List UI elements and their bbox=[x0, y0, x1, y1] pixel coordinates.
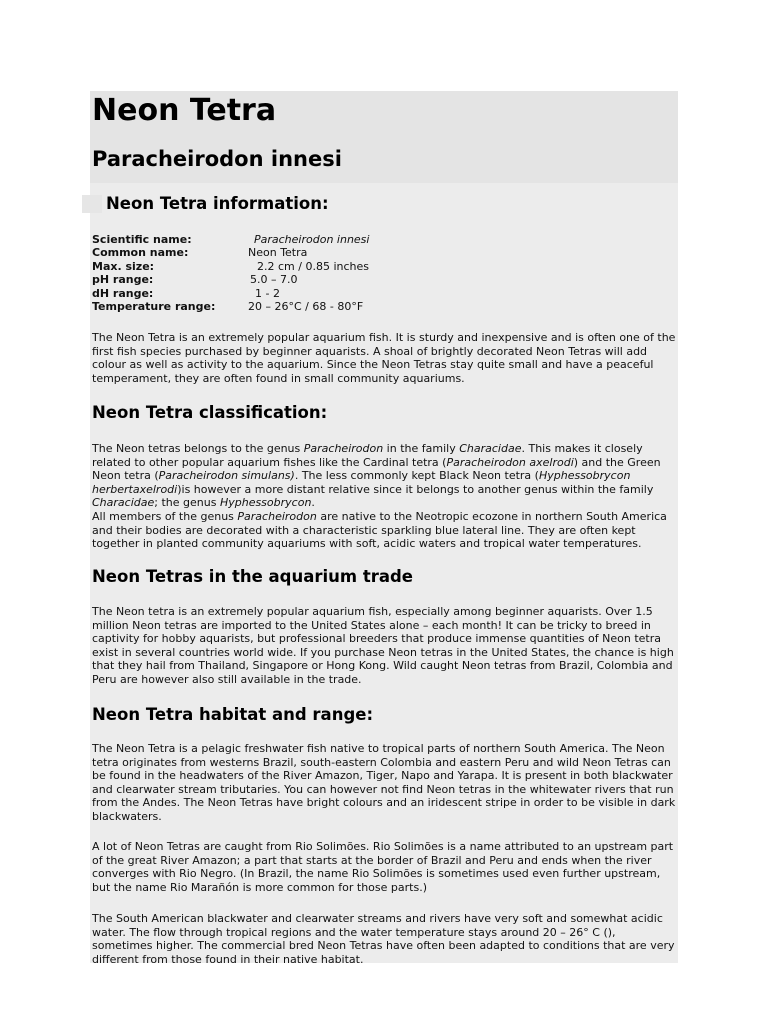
spec-row-scientific-name bbox=[92, 233, 492, 246]
spec-value: Neon Tetra bbox=[248, 246, 308, 260]
habitat-paragraph-3: The South American blackwater and clearwater streams and rivers have very soft and somewhat acidic water. The flow through tropical regions and the water temperature stays around 20 – 26° C (), sometimes higher. The commercial bred Neon Tetras have often been adapted to conditions that are very different from those found in their native habitat. bbox=[92, 912, 675, 966]
spec-row-common-name bbox=[92, 246, 492, 259]
habitat-paragraph-1: The Neon Tetra is a pelagic freshwater fish native to tropical parts of northern South America. The Neon tetra originates from westerns Brazil, south-eastern Colombia and eastern Peru and wild Neon Tetras can be found in the headwaters of the River Amazon, Tiger, Napo and Yarapa. It is present in both blackwater and clearwater stream tributaries. You can however not find Neon tetras in the whitewater rivers that run from the Andes. The Neon Tetras have bright colours and an iridescent stripe in order to be visible in dark blackwaters. bbox=[92, 742, 676, 823]
classification-paragraph: The Neon tetras belongs to the genus Paracheirodon in the family Characidae. This makes it closely related to other popular aquarium fishes like the Cardinal tetra (Paracheirodon axelrodi) and the Green Neon tetra (Paracheirodon simulans). The less commonly kept Black Neon tetra (Hyphessobrycon herbertaxelrodi)is however a more distant relative since it belongs to another genus within the family Characidae; the genus Hyphessobrycon. All members of the genus Paracheirodon are native to the Neotropic ecozone in northern South America and their bodies are decorated with a characteristic sparkling blue lateral line. They are often kept together in planted community aquariums with soft, acidic waters and tropical water temperatures. bbox=[92, 442, 667, 551]
spec-row-dh-range bbox=[92, 287, 492, 300]
species-name: Paracheirodon simulans) bbox=[158, 469, 295, 483]
spec-label: dH range: bbox=[92, 286, 154, 300]
spec-value: 20 – 26°C / 68 - 80°F bbox=[248, 299, 364, 313]
heading-habitat: Neon Tetra habitat and range: bbox=[92, 705, 374, 724]
spec-label: Temperature range: bbox=[92, 299, 216, 313]
spec-label: Scientific name: bbox=[92, 233, 192, 246]
spec-value: 2.2 cm / 0.85 inches bbox=[257, 259, 369, 273]
spec-table bbox=[92, 233, 492, 313]
species-name: Paracheirodon axelrodi bbox=[446, 455, 574, 469]
spec-label: Common name: bbox=[92, 246, 189, 260]
page-subtitle: Paracheirodon innesi bbox=[92, 147, 342, 171]
heading-aquarium-trade: Neon Tetras in the aquarium trade bbox=[92, 567, 413, 586]
spec-label: pH range: bbox=[92, 273, 154, 287]
page-title: Neon Tetra bbox=[92, 93, 277, 128]
spec-value: 1 - 2 bbox=[255, 286, 280, 300]
spec-row-temperature-range bbox=[92, 300, 492, 313]
spec-value: Paracheirodon innesi bbox=[254, 233, 370, 246]
spec-label: Max. size: bbox=[92, 259, 155, 273]
section-marker bbox=[82, 195, 102, 213]
trade-paragraph: The Neon tetra is an extremely popular aquarium fish, especially among beginner aquarists. Over 1.5 million Neon tetras are imported to the United States alone – each month! It can be tricky to breed in captivity for hobby aquarists, but professional breeders that produce immense quantities of Neon tetra exist in several countries world wide. If you purchase Neon tetras in the United States, the chance is high that they hail from Thailand, Singapore or Hong Kong. Wild caught Neon tetras from Brazil, Colombia and Peru are however also still available in the trade. bbox=[92, 605, 674, 686]
genus-name: Paracheirodon bbox=[237, 509, 317, 523]
heading-classification: Neon Tetra classification: bbox=[92, 403, 328, 422]
spec-value: 5.0 – 7.0 bbox=[250, 273, 298, 287]
intro-paragraph: The Neon Tetra is an extremely popular aquarium fish. It is sturdy and inexpensive and is often one of the first fish species purchased by beginner aquarists. A shoal of brightly decorated Neon Tetras will add colour as well as activity to the aquarium. Since the Neon Tetras stay quite small and have a peaceful temperament, they are often found in small community aquariums. bbox=[92, 331, 676, 385]
spec-row-max-size bbox=[92, 260, 492, 273]
habitat-paragraph-2: A lot of Neon Tetras are caught from Rio Solimões. Rio Solimões is a name attributed to an upstream part of the great River Amazon; a part that starts at the border of Brazil and Peru and ends when the river converges with Rio Negro. (In Brazil, the name Rio Solimões is sometimes used even further upstream, but the name Rio Marañón is more common for those parts.) bbox=[92, 840, 674, 894]
genus-name: Hyphessobrycon bbox=[219, 496, 312, 510]
genus-name: Paracheirodon bbox=[303, 442, 384, 455]
heading-information: Neon Tetra information: bbox=[106, 194, 329, 213]
family-name: Characidae bbox=[92, 496, 155, 510]
species-name: Hyphessobrycon herbertaxelrodi bbox=[92, 469, 631, 496]
family-name: Characidae bbox=[459, 442, 522, 455]
spec-row-ph-range bbox=[92, 273, 492, 286]
